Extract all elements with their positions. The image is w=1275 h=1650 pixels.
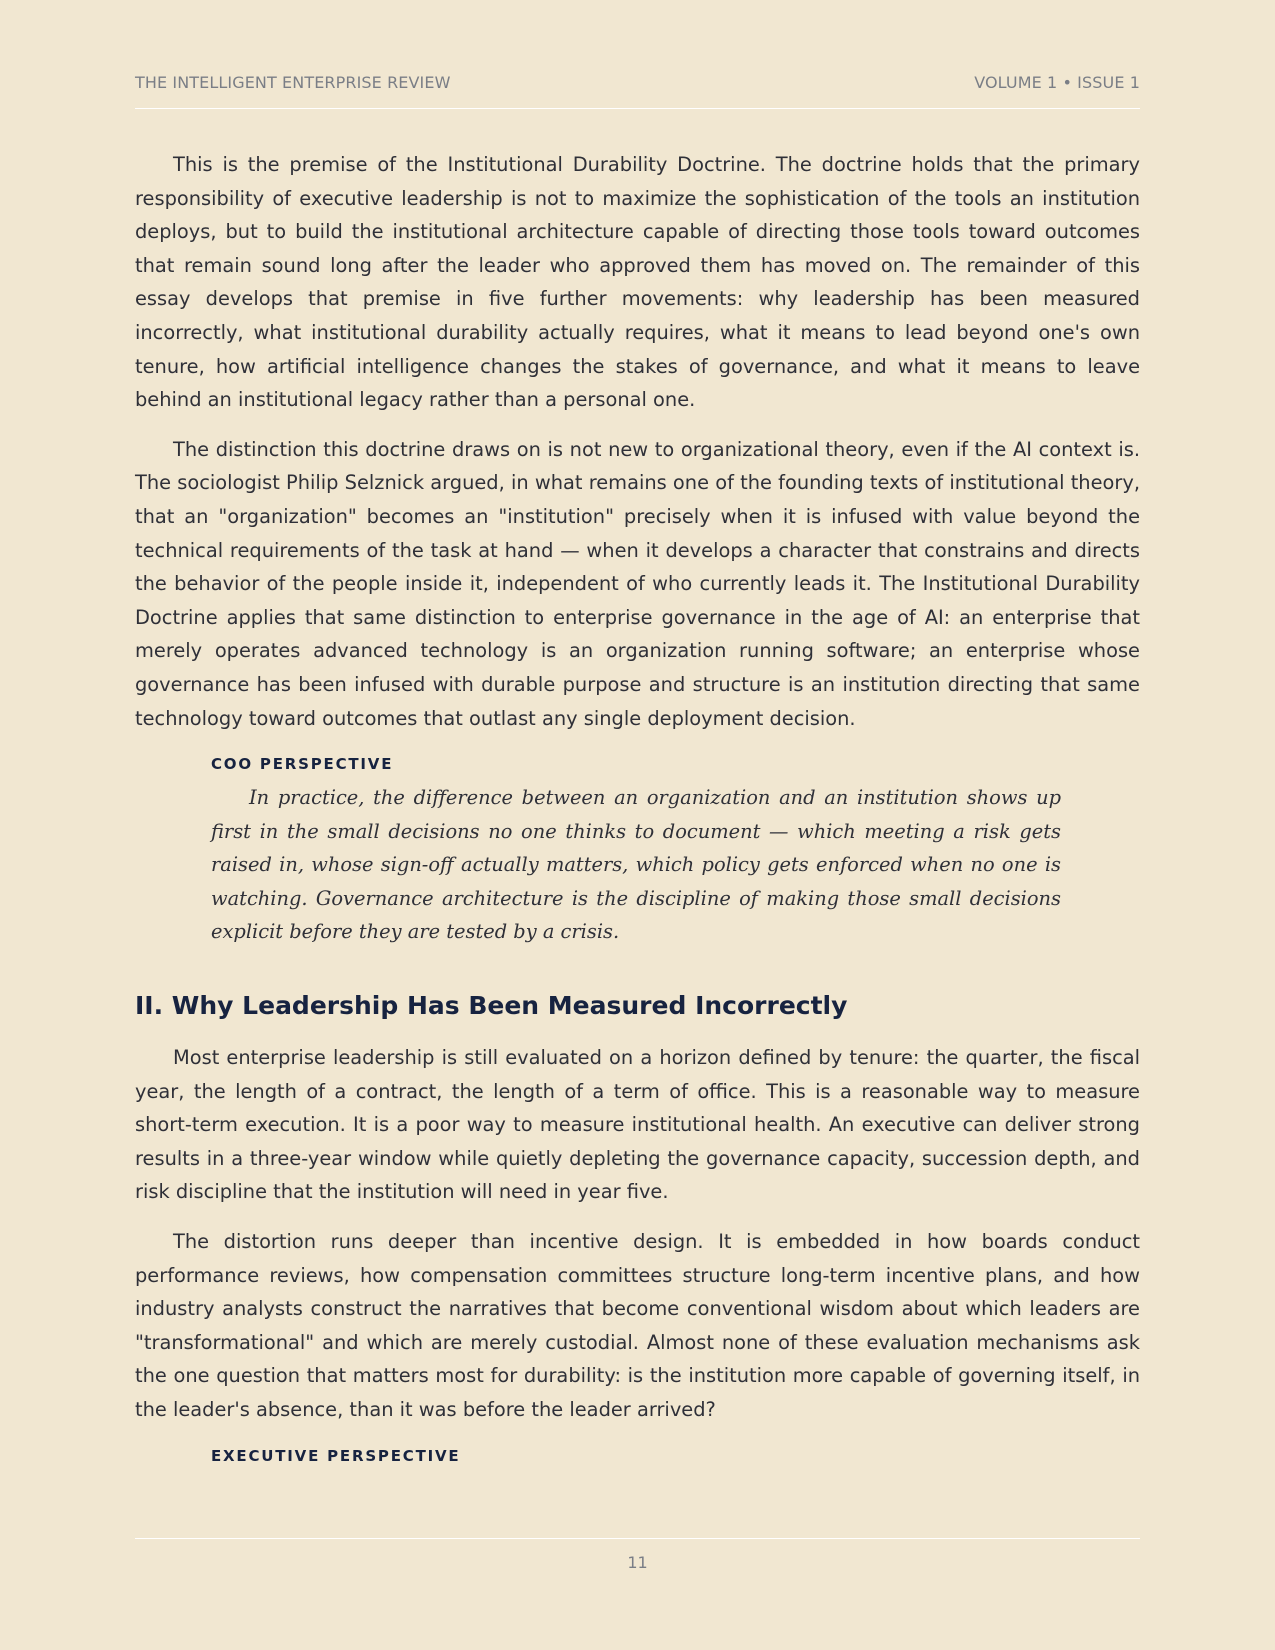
page-number: 11 <box>627 1553 648 1572</box>
coo-perspective-callout <box>211 751 1061 949</box>
article-body <box>135 148 1140 1493</box>
callout-label: EXECUTIVE PERSPECTIVE <box>211 1446 461 1465</box>
executive-perspective-callout <box>211 1443 1061 1469</box>
body-paragraph: The distortion runs deeper than incentive design. It is embedded in how boards conduct performance reviews, how compensation committees structure long-term incentive plans, and how industry analysts construct the narratives that become conventional wisdom about which leaders are "transformational" and which are merely custodial. Almost none of these evaluation mechanisms ask the one question that matters most for durability: is the institution more capable of governing itself, in the leader's absence, than it was before the leader arrived? <box>135 1230 1140 1421</box>
section-heading: II. Why Leadership Has Been Measured Incorrectly <box>135 991 848 1021</box>
issue-label: VOLUME 1 • ISSUE 1 <box>974 73 1140 92</box>
callout-quote: In practice, the difference between an organization and an institution shows up first in the small decisions no one thinks to document — which meeting a risk gets raised in, whose sign-off actually matters, which policy gets enforced when no one is watching. Governance architecture is the discipline of making those small decisions explicit before they are tested by a crisis. <box>211 786 1061 944</box>
page <box>135 0 1140 1650</box>
callout-label: COO PERSPECTIVE <box>211 755 394 774</box>
publication-title: THE INTELLIGENT ENTERPRISE REVIEW <box>135 73 451 92</box>
body-paragraph: Most enterprise leadership is still evaluated on a horizon defined by tenure: the quarter, the fiscal year, the length of a contract, the length of a term of office. This is a reasonable way to measure short-term execution. It is a poor way to measure institutional health. An executive can deliver strong results in a three-year window while quietly depleting the governance capacity, succession depth, and risk discipline that the institution will need in year five. <box>135 1046 1140 1204</box>
running-footer <box>135 1538 1140 1572</box>
running-header <box>135 73 1140 109</box>
body-paragraph: The distinction this doctrine draws on is not new to organizational theory, even if the AI context is. The sociologist Philip Selznick argued, in what remains one of the founding texts of institutional theory, that an "organization" becomes an "institution" precisely when it is infused with value beyond the technical requirements of the task at hand — when it develops a character that constrains and directs the behavior of the people inside it, independent of who currently leads it. The Institutional Durability Doctrine applies that same distinction to enterprise governance in the age of AI: an enterprise that merely operates advanced technology is an organization running software; an enterprise whose governance has been infused with durable purpose and structure is an institution directing that same technology toward outcomes that outlast any single deployment decision. <box>135 437 1140 730</box>
body-paragraph: This is the premise of the Institutional Durability Doctrine. The doctrine holds that the primary responsibility of executive leadership is not to maximize the sophistication of the tools an institution deploys, but to build the institutional architecture capable of directing those tools toward outcomes that remain sound long after the leader who approved them has moved on. The remainder of this essay develops that premise in five further movements: why leadership has been measured incorrectly, what institutional durability actually requires, what it means to lead beyond one's own tenure, how artificial intelligence changes the stakes of governance, and what it means to leave behind an institutional legacy rather than a personal one. <box>135 153 1140 412</box>
